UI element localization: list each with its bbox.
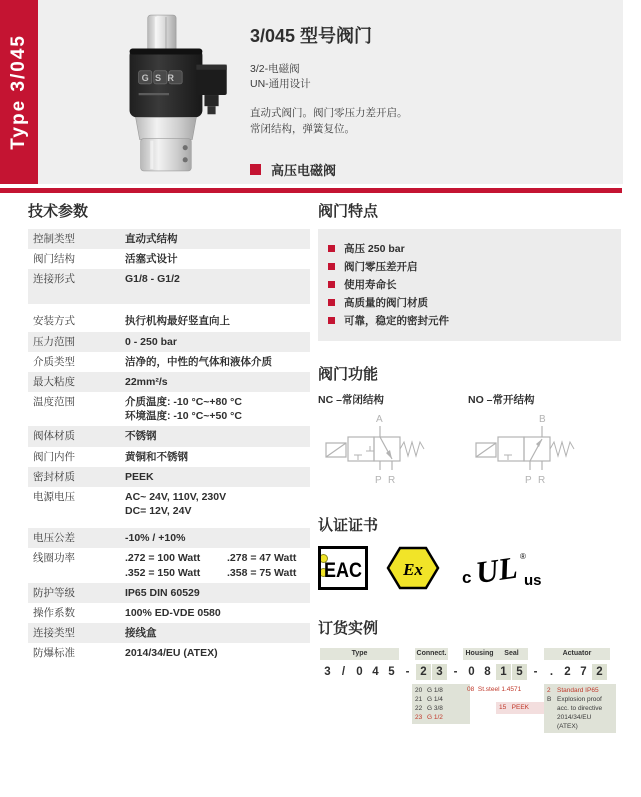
row-label: 安装方式 xyxy=(33,315,75,328)
description-line1: 直动式阀门。阀门零压力差开启。 xyxy=(250,107,408,120)
right-column xyxy=(318,200,621,748)
row-label: 线圈功率 xyxy=(33,552,75,565)
table-row xyxy=(28,372,310,392)
seal-option-selected: 15 PEEK xyxy=(496,702,544,714)
nc-desc: –常闭结构 xyxy=(336,394,384,406)
connect-option-selected: 23 G 1/2 xyxy=(415,714,443,721)
table-row xyxy=(28,583,310,603)
code-digit: 8 xyxy=(484,666,491,678)
row-label: 阀门内件 xyxy=(33,450,75,463)
ordering-code-table xyxy=(318,648,618,748)
table-row xyxy=(28,249,310,269)
row-value: 黄铜和不锈钢 xyxy=(125,450,188,463)
no-port-r: R xyxy=(538,475,546,486)
feature-item xyxy=(328,277,611,292)
code-digit: 0 xyxy=(356,666,363,678)
table-row xyxy=(28,487,310,521)
ordering-header-housing: Housing xyxy=(463,648,496,660)
header-divider xyxy=(0,188,622,193)
row-label: 操作系数 xyxy=(33,606,75,619)
row-value: 洁净的，中性的气体和液体介质 xyxy=(125,355,272,368)
tech-params-heading: 技术参数 xyxy=(28,203,89,220)
row-label: 防护等级 xyxy=(33,586,75,599)
row-value: PEEK xyxy=(125,470,154,483)
eac-logo-icon xyxy=(318,546,368,590)
svg-text:®: ® xyxy=(520,552,526,561)
code-digit-selected: 1 xyxy=(496,664,511,680)
features-box xyxy=(318,229,621,341)
row-value-line1: AC~ 24V, 110V, 230V xyxy=(125,490,227,503)
code-digit-selected: 2 xyxy=(416,664,431,680)
ordering-header-connect: Connect. xyxy=(415,648,448,660)
code-digit: 5 xyxy=(388,666,395,678)
row-value xyxy=(125,395,305,423)
row-value: 22mm²/s xyxy=(125,375,168,388)
row-label: 压力范围 xyxy=(33,335,75,348)
cul-us-logo-icon xyxy=(458,545,562,591)
feature-label: 阀门零压差开启 xyxy=(344,261,418,273)
feature-item xyxy=(328,313,611,328)
table-row xyxy=(28,332,310,352)
connect-option: 20 G 1/8 xyxy=(415,687,443,694)
svg-text:c: c xyxy=(462,568,472,587)
row-label: 防爆标准 xyxy=(33,647,75,660)
feature-label: 高质量的阀门材质 xyxy=(344,297,428,309)
row-label: 电压公差 xyxy=(33,532,75,545)
table-row xyxy=(28,643,310,663)
row-label: 介质类型 xyxy=(33,355,75,368)
feature-label: 高压 250 bar xyxy=(344,243,405,255)
code-digit: - xyxy=(453,666,458,678)
code-digit: 2 xyxy=(564,666,571,678)
table-row xyxy=(28,447,310,467)
code-digit-selected: 2 xyxy=(592,664,607,680)
row-value xyxy=(125,551,328,579)
actuator-option-selected: 2 Standard IP65 xyxy=(547,687,599,694)
row-label: 电源电压 xyxy=(33,490,75,503)
nc-port-r: R xyxy=(388,475,396,486)
code-digit: - xyxy=(533,666,538,678)
ordering-heading: 订货实例 xyxy=(318,620,379,637)
red-square-bullet xyxy=(328,281,335,288)
code-digit: / xyxy=(341,666,346,678)
tech-params-section xyxy=(28,200,310,663)
row-value: 不锈钢 xyxy=(125,430,157,443)
table-row xyxy=(28,311,310,331)
row-value: 2014/34/EU (ATEX) xyxy=(125,647,218,660)
table-row xyxy=(28,467,310,487)
table-row xyxy=(28,426,310,446)
atex-ex-logo-icon xyxy=(386,546,440,590)
row-label: 密封材质 xyxy=(33,470,75,483)
row-value-line1: 介质温度: -10 °C~+80 °C xyxy=(125,396,242,409)
product-image xyxy=(93,12,243,174)
row-label: 连接形式 xyxy=(33,273,75,286)
table-row-coil-power xyxy=(28,548,310,582)
no-valve-symbol-diagram xyxy=(468,413,598,491)
code-digit: 7 xyxy=(580,666,587,678)
no-port-top: B xyxy=(539,414,546,425)
connect-option: 21 G 1/4 xyxy=(415,696,443,703)
no-port-p: P xyxy=(525,475,532,486)
red-square-bullet xyxy=(328,299,335,306)
connect-options xyxy=(412,684,470,724)
certs-heading: 认证证书 xyxy=(318,517,379,534)
row-value: 直动式结构 xyxy=(125,233,178,245)
coil-power-2b: .358 = 75 Watt xyxy=(227,566,297,579)
nc-port-top: A xyxy=(376,414,383,425)
row-label: 控制类型 xyxy=(33,233,75,245)
row-value: 100% ED-VDE 0580 xyxy=(125,606,221,619)
feature-item xyxy=(328,295,611,310)
row-value: 0 - 250 bar xyxy=(125,335,177,348)
code-digit-selected: 3 xyxy=(432,664,447,680)
red-square-bullet xyxy=(328,317,335,324)
table-row xyxy=(28,392,310,426)
row-value-line2: DC= 12V, 24V xyxy=(125,505,192,518)
function-no xyxy=(468,392,618,496)
svg-text:Ex: Ex xyxy=(403,560,423,579)
ordering-header-type: Type xyxy=(320,648,399,660)
side-tab-label: Type 3/045 xyxy=(8,34,29,150)
table-row xyxy=(28,269,310,304)
row-label: 最大粘度 xyxy=(33,375,75,388)
no-desc: –常开结构 xyxy=(486,394,535,406)
feature-label: 可靠，稳定的密封元件 xyxy=(344,315,449,327)
table-row xyxy=(28,623,310,643)
row-value xyxy=(125,490,305,518)
row-value: -10% / +10% xyxy=(125,532,186,545)
description-line2: 常闭结构，弹簧复位。 xyxy=(250,122,355,135)
subtitle-line2: UN-通用设计 xyxy=(250,78,311,91)
table-row xyxy=(28,229,310,249)
row-value-line2: 环境温度: -10 °C~+50 °C xyxy=(125,410,242,423)
svg-text:EAC: EAC xyxy=(324,559,362,582)
code-digit: 4 xyxy=(372,666,379,678)
actuator-options xyxy=(544,684,616,733)
svg-text:us: us xyxy=(524,572,542,589)
no-code: NO xyxy=(468,394,484,406)
nc-port-p: P xyxy=(375,475,382,486)
page-title: 3/045 型号阀门 xyxy=(250,26,373,46)
coil-power-1b: .278 = 47 Watt xyxy=(227,552,297,565)
row-value: 执行机构最好竖直向上 xyxy=(125,315,230,328)
row-label: 阀体材质 xyxy=(33,430,75,443)
category-badge-label: 高压电磁阀 xyxy=(271,163,337,178)
svg-text:UL: UL xyxy=(473,549,520,591)
table-row xyxy=(28,603,310,623)
code-digit-selected: 5 xyxy=(512,664,527,680)
feature-item xyxy=(328,241,611,256)
feature-label: 使用寿命长 xyxy=(344,279,397,291)
code-digit: 3 xyxy=(324,666,331,678)
brand-logo: GSR xyxy=(141,72,181,83)
function-nc xyxy=(318,392,468,496)
title-block xyxy=(250,22,600,137)
coil-power-1a: .272 = 100 Watt xyxy=(125,552,201,565)
housing-option-selected: 08 St.steel 1.4571 xyxy=(467,686,522,693)
row-label: 温度范围 xyxy=(33,396,75,409)
nc-code: NC xyxy=(318,394,334,406)
function-heading: 阀门功能 xyxy=(318,366,379,383)
red-square-bullet xyxy=(328,263,335,270)
nc-valve-symbol-diagram xyxy=(318,413,448,491)
connect-option: 22 G 3/8 xyxy=(415,705,443,712)
code-digit: . xyxy=(549,666,554,678)
code-digit: - xyxy=(405,666,410,678)
row-value: IP65 DIN 60529 xyxy=(125,586,200,599)
red-square-bullet xyxy=(250,164,261,175)
subtitle-line1: 3/2-电磁阀 xyxy=(250,63,300,75)
row-label: 连接类型 xyxy=(33,627,75,640)
ordering-header-seal: Seal xyxy=(495,648,528,660)
code-digit: 0 xyxy=(468,666,475,678)
feature-item xyxy=(328,259,611,274)
category-badge xyxy=(250,160,336,179)
row-value: 接线盒 xyxy=(125,627,157,640)
row-value: G1/8 - G1/2 xyxy=(125,273,180,286)
features-heading: 阀门特点 xyxy=(318,203,379,220)
side-tab xyxy=(0,0,38,184)
row-value: 活塞式设计 xyxy=(125,253,178,266)
row-label: 阀门结构 xyxy=(33,253,75,266)
actuator-option: B Explosion proof acc. to directive 2014/34/EU (ATEX) xyxy=(547,696,603,730)
table-row xyxy=(28,528,310,548)
ordering-header-actuator: Actuator xyxy=(544,648,610,660)
table-row xyxy=(28,352,310,372)
red-square-bullet xyxy=(328,245,335,252)
header-band xyxy=(38,0,623,184)
coil-power-2a: .352 = 150 Watt xyxy=(125,566,201,579)
